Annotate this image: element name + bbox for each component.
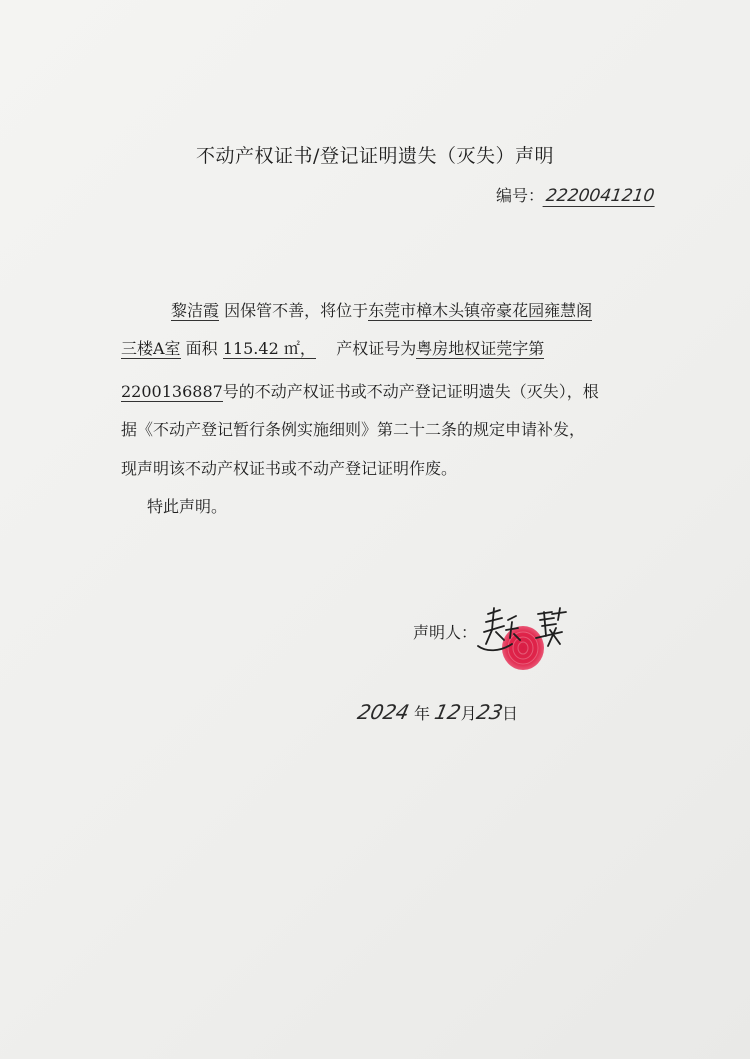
date-day-label: 日 [502,704,519,723]
declaration-date [355,700,519,724]
body-text-2: 号的不动产权证书或不动产登记证明遗失（灭失），根 [222,382,599,401]
cert-prefix: 粤房地权证莞字第 [416,339,545,358]
area-label: 面积 [185,339,218,358]
date-day: 23 [474,700,505,724]
date-month-label: 月 [460,704,477,723]
area-value: 115.42 ㎡， [222,339,316,358]
date-year-label: 年 [414,704,431,723]
body-line-3 [121,382,599,402]
document-title: 不动产权证书/登记证明遗失（灭失）声明 [196,145,554,167]
body-line-5 [121,459,457,479]
body-text-4: 现声明该不动产权证书或不动产登记证明作废。 [121,459,458,478]
closing-text: 特此声明。 [147,497,228,516]
cert-label: 产权证号为 [336,339,417,358]
date-year: 2024 [355,700,412,724]
date-month: 12 [432,700,464,724]
body-text-1: 因保管不善，将位于 [224,301,369,320]
body-text-3: 据《不动产登记暂行条例实施细则》第二十二条的规定申请补发， [121,420,586,439]
property-address-line2: 三楼A室 [121,339,181,358]
declarant-label: 声明人： [413,623,478,642]
cert-number: 2200136887 [121,382,223,401]
closing-line [147,497,227,517]
serial-label: 编号： [496,186,545,205]
body-line-4 [121,420,585,440]
serial-number [496,183,656,207]
property-address-line1: 东莞市樟木头镇帝豪花园雍慧阁 [368,301,593,320]
handwritten-signature [456,600,586,680]
serial-value: 2220041210 [543,186,658,207]
owner-name: 黎洁霞 [171,301,220,320]
body-line-1 [171,301,592,321]
body-line-2 [121,339,544,359]
